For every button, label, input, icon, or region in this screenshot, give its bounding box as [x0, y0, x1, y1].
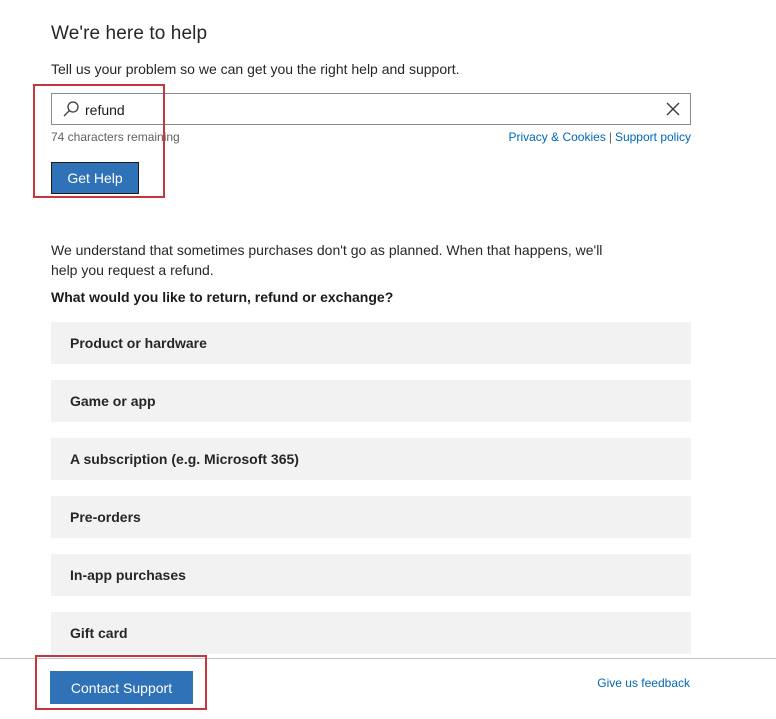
search-input[interactable]: [85, 100, 645, 120]
give-feedback-link[interactable]: Give us feedback: [597, 676, 690, 690]
characters-remaining: 74 characters remaining: [51, 130, 180, 144]
option-pre-orders[interactable]: Pre-orders: [51, 496, 691, 538]
refund-options-list: [51, 322, 691, 670]
link-separator: |: [608, 130, 612, 144]
option-subscription[interactable]: A subscription (e.g. Microsoft 365): [51, 438, 691, 480]
page-title: We're here to help: [51, 23, 208, 44]
option-in-app-purchases[interactable]: In-app purchases: [51, 554, 691, 596]
search-icon: [62, 100, 80, 118]
close-icon[interactable]: [666, 102, 680, 116]
option-game-or-app[interactable]: Game or app: [51, 380, 691, 422]
option-gift-card[interactable]: Gift card: [51, 612, 691, 654]
contact-support-button[interactable]: Contact Support: [50, 671, 193, 704]
footer-bar: [0, 658, 776, 719]
option-product-or-hardware[interactable]: Product or hardware: [51, 322, 691, 364]
page-subtitle: Tell us your problem so we can get you the right help and support.: [51, 61, 460, 77]
refund-question: What would you like to return, refund or exchange?: [51, 289, 394, 305]
search-box: [51, 93, 691, 125]
policy-links: [508, 130, 691, 144]
get-help-button[interactable]: Get Help: [51, 162, 139, 194]
support-policy-link[interactable]: Support policy: [614, 130, 691, 144]
refund-intro-text: We understand that sometimes purchases don't go as planned. When that happens, we'll help you request a refund.: [51, 242, 603, 278]
privacy-cookies-link[interactable]: Privacy & Cookies: [508, 130, 606, 144]
